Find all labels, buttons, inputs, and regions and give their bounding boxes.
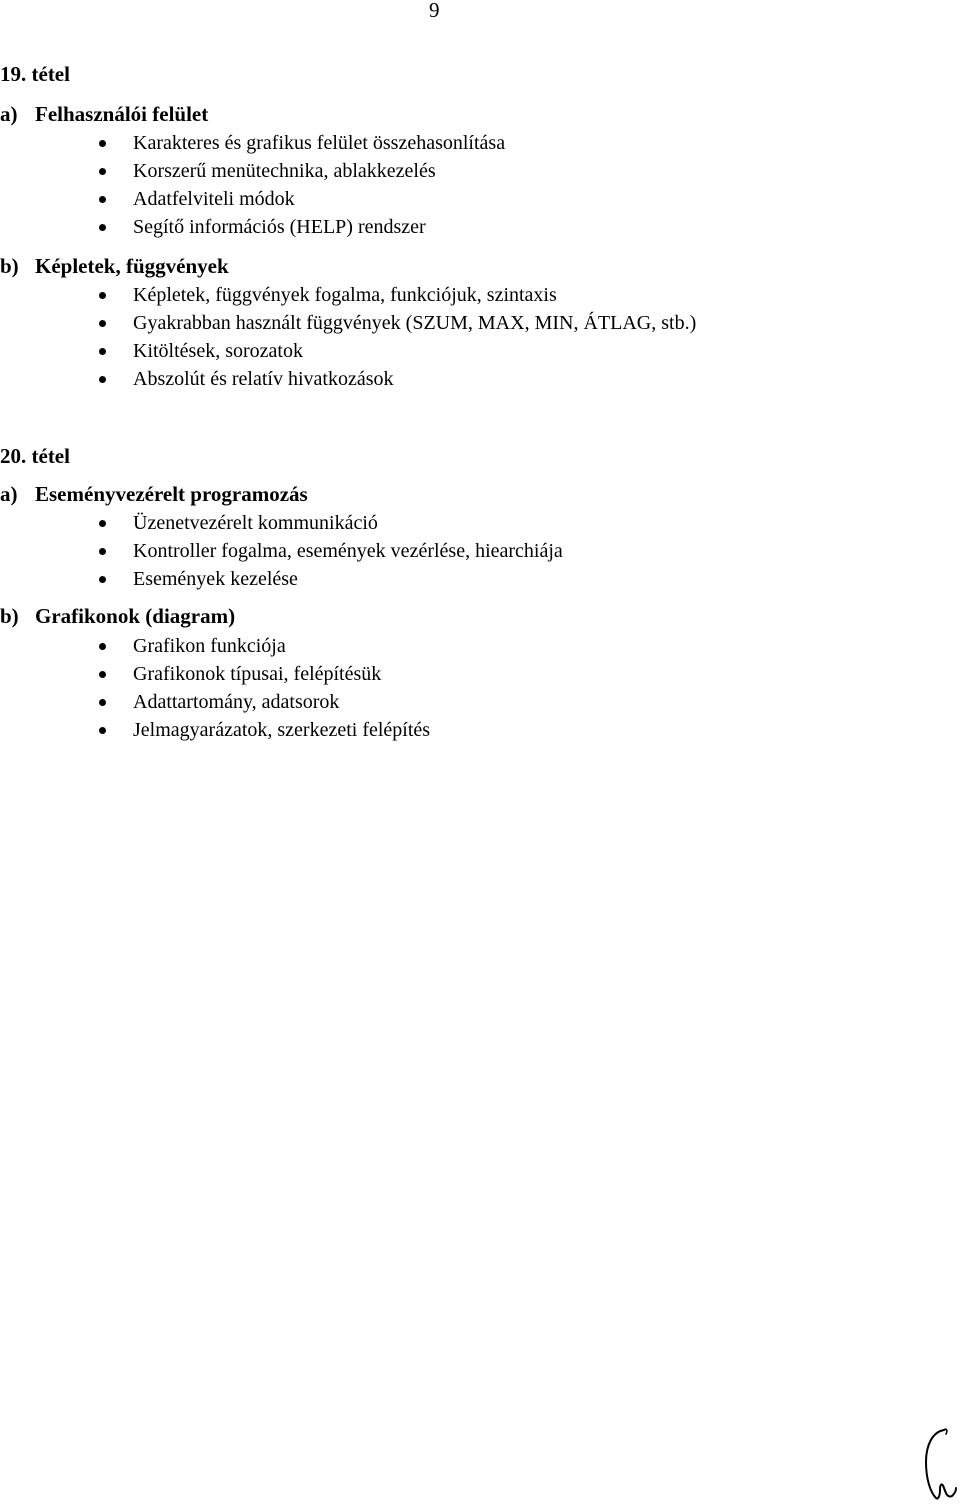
list-item-text: Kontroller fogalma, események vezérlése, hiearchiája — [133, 540, 563, 562]
page-number: 9 — [429, 0, 440, 22]
list-item-text: Abszolút és relatív hivatkozások — [133, 368, 394, 390]
list-item — [0, 509, 563, 537]
list-item-text: Karakteres és grafikus felület összehasonlítása — [133, 132, 506, 154]
section-heading: Felhasználói felület — [35, 102, 209, 126]
section-heading: Grafikonok (diagram) — [35, 604, 236, 628]
topic-title: 19. tétel — [0, 62, 70, 86]
bullet-icon — [99, 548, 106, 555]
bullet-icon — [99, 727, 106, 734]
bullet-icon — [99, 699, 106, 706]
section-heading: Képletek, függvények — [35, 254, 229, 278]
bullet-icon — [99, 643, 106, 650]
list-item-text: Grafikon funkciója — [133, 635, 286, 657]
list-item-text: Adatfelviteli módok — [133, 188, 295, 210]
list-item — [0, 365, 696, 393]
list-item-text: Kitöltések, sorozatok — [133, 340, 303, 362]
list-item — [0, 632, 430, 660]
bullet-icon — [99, 348, 106, 355]
signature-mark — [918, 1426, 958, 1502]
bullet-icon — [99, 168, 106, 175]
bullet-icon — [99, 576, 106, 583]
bullet-icon — [99, 140, 106, 147]
list-item-text: Üzenetvezérelt kommunikáció — [133, 512, 378, 534]
list-item — [0, 185, 505, 213]
list-item-text: Korszerű menütechnika, ablakkezelés — [133, 160, 436, 182]
bullet-list — [0, 509, 563, 593]
section-title — [0, 104, 208, 125]
list-item — [0, 660, 430, 688]
section-letter: b) — [0, 254, 19, 278]
list-item — [0, 565, 563, 593]
bullet-icon — [99, 320, 106, 327]
section-title — [0, 484, 308, 505]
bullet-icon — [99, 196, 106, 203]
list-item — [0, 337, 696, 365]
list-item — [0, 129, 505, 157]
section-letter: a) — [0, 102, 18, 126]
section-title — [0, 606, 235, 627]
list-item — [0, 281, 696, 309]
list-item-text: Adattartomány, adatsorok — [133, 691, 340, 713]
bullet-icon — [99, 376, 106, 383]
list-item-text: Grafikonok típusai, felépítésük — [133, 663, 382, 685]
list-item-text: Segítő információs (HELP) rendszer — [133, 216, 426, 238]
list-item — [0, 309, 696, 337]
section-title — [0, 256, 229, 277]
section-letter: a) — [0, 482, 18, 506]
list-item-text: Események kezelése — [133, 568, 298, 590]
bullet-list — [0, 632, 430, 744]
topic-title: 20. tétel — [0, 444, 70, 468]
bullet-icon — [99, 292, 106, 299]
bullet-icon — [99, 520, 106, 527]
bullet-list — [0, 129, 505, 241]
bullet-icon — [99, 671, 106, 678]
list-item — [0, 537, 563, 565]
list-item — [0, 716, 430, 744]
list-item-text: Képletek, függvények fogalma, funkciójuk, szintaxis — [133, 284, 557, 306]
list-item-text: Jelmagyarázatok, szerkezeti felépítés — [133, 719, 431, 741]
bullet-list — [0, 281, 696, 393]
section-letter: b) — [0, 604, 19, 628]
list-item — [0, 213, 505, 241]
list-item — [0, 688, 430, 716]
list-item-text: Gyakrabban használt függvények (SZUM, MAX, MIN, ÁTLAG, stb.) — [133, 312, 697, 334]
section-heading: Eseményvezérelt programozás — [35, 482, 308, 506]
list-item — [0, 157, 505, 185]
bullet-icon — [99, 224, 106, 231]
